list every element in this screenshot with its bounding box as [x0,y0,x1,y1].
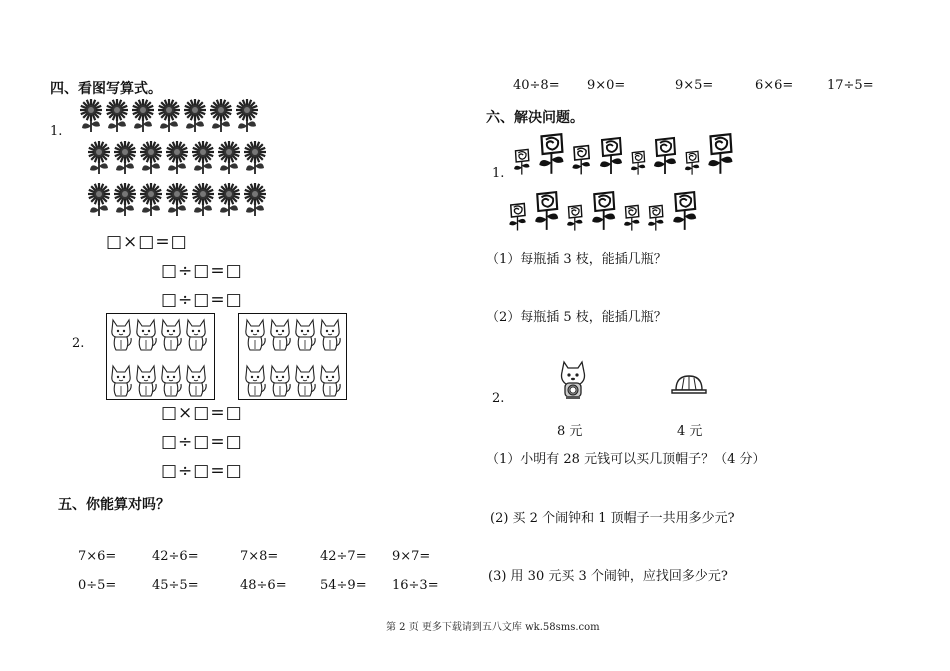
rose-icon [512,148,532,180]
sunflower-icon [78,98,104,136]
cat-icon [243,318,268,356]
sunflower-icon [164,140,190,178]
equation-q2-multiply: □×□=□ [161,403,243,423]
sunflower-icon [242,182,268,220]
cat-icon [134,318,159,356]
calc-item: 6×6= [755,78,794,93]
problem-1-sub-1: （1）每瓶插 3 枝，能插几瓶？ [486,252,667,267]
hat-price: 4 元 [677,424,703,439]
rose-icon [532,190,561,236]
problem-2-label: 2. [492,391,505,406]
rose-icon [629,150,647,180]
page-footer: 第 2 页 更多下载请到五八文库 wk.58sms.com [386,622,600,633]
alarm-clock-icon [558,358,588,404]
sunflower-icon [130,98,156,136]
section5-heading: 五、你能算对吗？ [58,497,170,513]
equation-q2-divide-a: □÷□=□ [161,432,243,452]
cat-icon [109,318,134,356]
cat-group-box-right [238,313,347,400]
cat-icon [293,318,318,356]
rose-row-1 [512,128,772,176]
rose-row-2 [507,184,767,232]
cat-icon [318,364,343,402]
cat-icon [184,318,209,356]
calc-item: 45÷5= [152,578,199,593]
rose-icon [670,190,699,236]
sunflower-picture-2 [86,140,268,178]
hat-icon [670,374,708,400]
sunflower-icon [138,140,164,178]
rose-icon [589,190,618,236]
cat-icon [134,364,159,402]
sunflower-icon [156,98,182,136]
cat-grid-right [243,318,343,402]
problem-2-sub-3: (3) 用 30 元买 3 个闹钟，应找回多少元? [488,569,728,584]
sunflower-icon [242,140,268,178]
sunflower-icon [86,182,112,220]
sunflower-icon [112,182,138,220]
sunflower-icon [234,98,260,136]
rose-icon [597,136,625,180]
calc-item: 17÷5= [827,78,874,93]
cat-icon [293,364,318,402]
sunflower-icon [190,182,216,220]
question-2-label: 2. [72,336,85,351]
clock-price: 8 元 [557,424,583,439]
section6-heading: 六、解决问题。 [486,110,584,126]
rose-icon [683,150,701,180]
calc-item: 7×8= [240,549,279,564]
rose-icon [651,136,679,180]
calc-item: 40÷8= [513,78,560,93]
rose-icon [570,144,592,180]
sunflower-icon [216,182,242,220]
problem-2-sub-2: (2) 买 2 个闹钟和 1 顶帽子一共用多少元? [490,511,735,526]
question-1-label: 1. [50,124,63,139]
calc-item: 48÷6= [240,578,287,593]
equation-q2-divide-b: □÷□=□ [161,461,243,481]
cat-group-box-left [106,313,215,400]
sunflower-icon [112,140,138,178]
rose-icon [705,132,736,180]
calc-item: 42÷6= [152,549,199,564]
cat-icon [243,364,268,402]
problem-1-sub-2: （2）每瓶插 5 枝，能插几瓶？ [486,310,667,325]
rose-icon [507,202,528,236]
cat-icon [184,364,209,402]
cat-grid-left [109,318,209,402]
cat-icon [109,364,134,402]
calc-item: 16÷3= [392,578,439,593]
rose-icon [565,204,585,236]
cat-icon [268,318,293,356]
sunflower-picture [78,98,260,136]
calc-item: 0÷5= [78,578,117,593]
sunflower-icon [216,140,242,178]
cat-icon [159,318,184,356]
equation-q1-multiply: □×□=□ [106,232,188,252]
calc-item: 54÷9= [320,578,367,593]
calc-item: 7×6= [78,549,117,564]
equation-q1-divide-a: □÷□=□ [161,261,243,281]
calc-item: 9×5= [675,78,714,93]
cat-icon [318,318,343,356]
calc-item: 42÷7= [320,549,367,564]
cat-icon [159,364,184,402]
sunflower-picture-3 [86,182,268,220]
sunflower-row-1 [78,98,260,136]
sunflower-row-2 [86,140,268,178]
sunflower-icon [190,140,216,178]
cat-icon [268,364,293,402]
sunflower-icon [164,182,190,220]
calc-item: 9×7= [392,549,431,564]
sunflower-icon [208,98,234,136]
sunflower-icon [86,140,112,178]
problem-2-sub-1: （1）小明有 28 元钱可以买几顶帽子？（4 分） [486,452,766,467]
sunflower-icon [138,182,164,220]
rose-icon [622,204,642,236]
sunflower-row-3 [86,182,268,220]
section4-heading: 四、看图写算式。 [50,81,162,97]
sunflower-icon [104,98,130,136]
equation-q1-divide-b: □÷□=□ [161,290,243,310]
problem-1-label: 1. [492,166,505,181]
calc-item: 9×0= [587,78,626,93]
rose-icon [646,204,666,236]
rose-icon [536,132,567,180]
sunflower-icon [182,98,208,136]
